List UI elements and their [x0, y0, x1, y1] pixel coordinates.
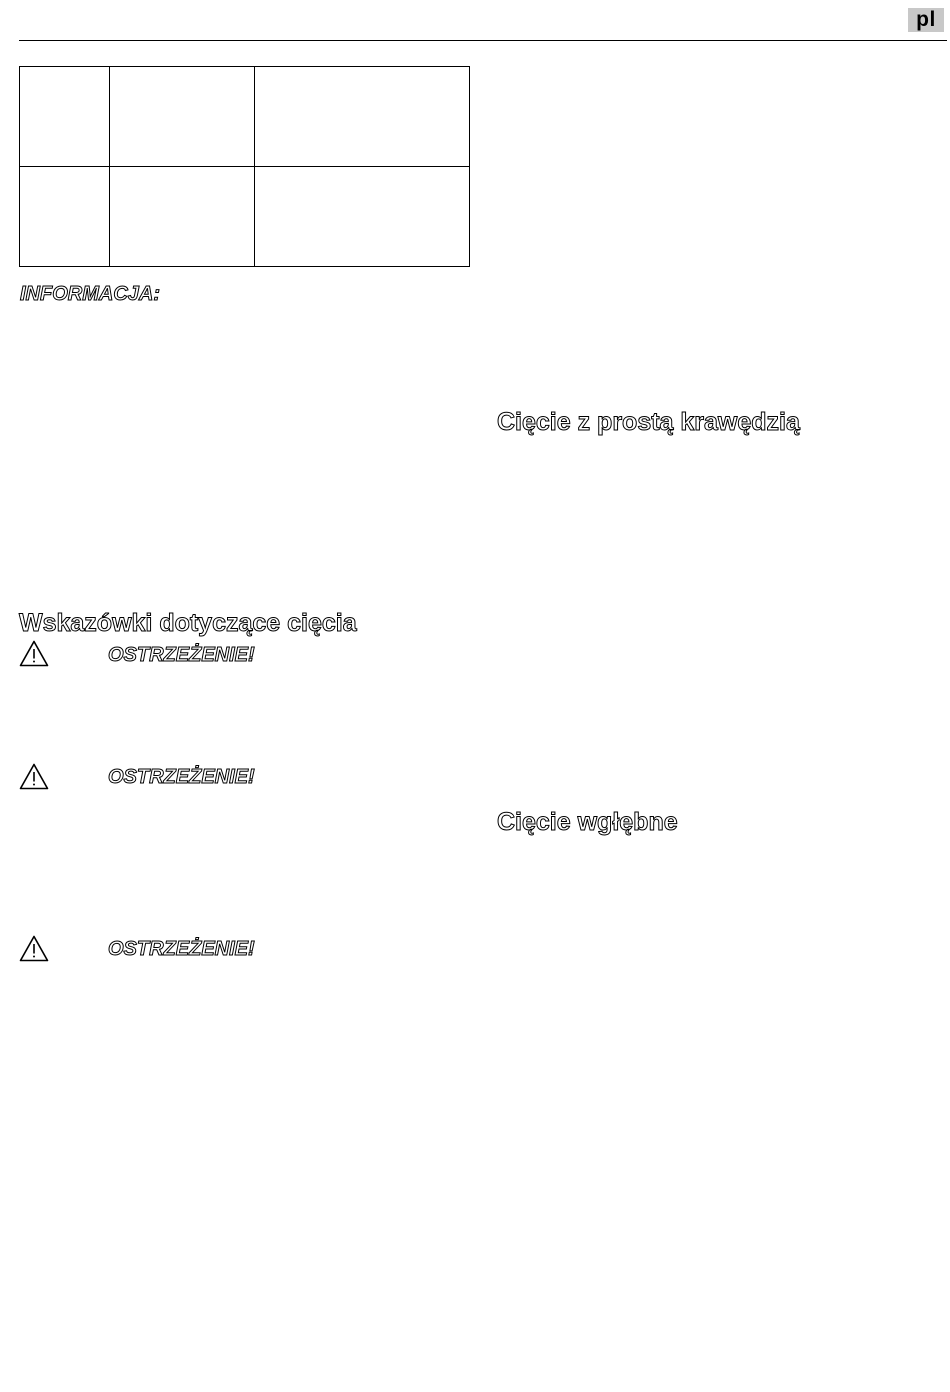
table-cell [20, 167, 110, 267]
warning-triangle-icon [19, 935, 49, 962]
warning-label: OSTRZEŻENIE! [108, 766, 255, 788]
language-badge: pl [908, 8, 944, 32]
table-cell [110, 67, 255, 167]
header-rule [19, 40, 947, 41]
table-row [20, 67, 470, 167]
table-row [20, 167, 470, 267]
warning-label: OSTRZEŻENIE! [108, 938, 255, 960]
section-heading-straight-edge: Cięcie z prostą krawędzią [497, 408, 800, 436]
table-cell [20, 67, 110, 167]
warning-triangle-icon [19, 640, 49, 667]
table-cell [255, 167, 470, 267]
warning-triangle-icon [19, 763, 49, 790]
table-cell [255, 67, 470, 167]
spec-table [19, 66, 470, 267]
table-cell [110, 167, 255, 267]
warning-label: OSTRZEŻENIE! [108, 644, 255, 666]
section-heading-cutting-tips: Wskazówki dotyczące cięcia [19, 609, 357, 637]
note-label: INFORMACJA: [20, 283, 160, 305]
section-heading-plunge-cut: Cięcie wgłębne [497, 808, 678, 836]
